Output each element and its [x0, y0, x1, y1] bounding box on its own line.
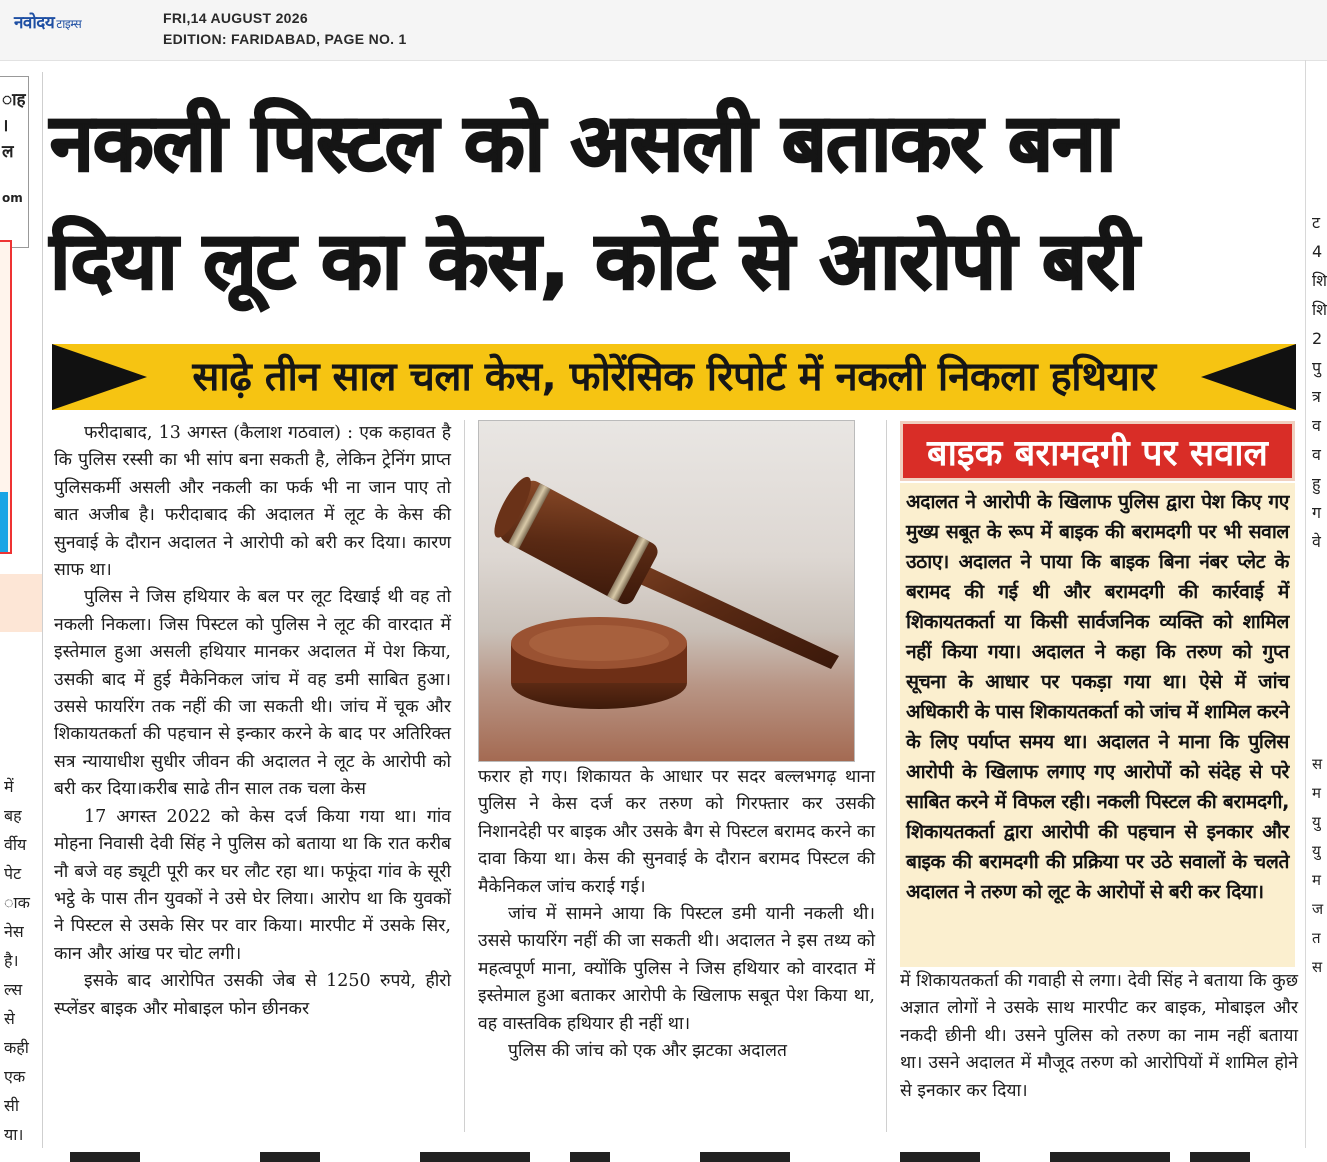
left-neighbor-peach-block [0, 574, 42, 632]
sidebar-box [900, 483, 1295, 967]
article-column-1 [54, 420, 451, 1023]
neighbor-text-fragment: है। [4, 951, 19, 970]
left-neighbor-text [4, 772, 30, 1149]
neighbor-text-fragment: ज [1312, 900, 1324, 918]
neighbor-text-fragment: सी [4, 1096, 19, 1115]
paragraph: पुलिस ने जिस हथियार के बल पर लूट दिखाई थी वह तो नकली निकला। जिस पिस्टल को पुलिस ने लूट की वारदात में इस्तेमाल हुआ असली हथियार मानकर अदालत में पेश किया, उसकी बाद में हुई मैकेनिकल जांच में वह डमी साबित हुआ। उससे फायरिंग तक नहीं की जा सकती थी। जांच में चूक और शिकायतकर्ता की पहचान से इन्कार करने के बाद पर अतिरिक्त सत्र न्यायाधीश सुधीर जीवन की अदालत ने लूट के आरोपी को बरी कर दिया।करीब साढे तीन साल तक चला केस [54, 587, 451, 800]
edition-info [163, 8, 407, 50]
neighbor-text-fragment: व [1312, 416, 1321, 435]
neighbor-text-fragment: से [4, 1009, 15, 1028]
left-box-line: ाह [2, 90, 26, 110]
left-box-tail: om [2, 191, 23, 205]
neighbor-text-fragment: त्र [1312, 387, 1321, 406]
neighbor-text-fragment: हु [1312, 474, 1321, 493]
logo-sub: टाइम्स [56, 17, 82, 31]
neighbor-text-fragment: यु [1312, 842, 1321, 860]
neighbor-text-fragment: पेट [4, 864, 22, 883]
neighbor-text-fragment: नेस [4, 922, 24, 941]
left-neighbor-article [0, 72, 43, 1162]
paragraph: पुलिस की जांच को एक और झटका अदालत [508, 1041, 787, 1062]
left-box-line: । [2, 116, 9, 136]
headline-line-2: दिया लूट का केस, कोर्ट से आरोपी बरी [50, 215, 1138, 307]
newspaper-logo [14, 10, 81, 33]
neighbor-text-fragment: पु [1312, 358, 1322, 377]
left-box-line: ल [2, 142, 14, 162]
subheadline: साढ़े तीन साल चला केस, फोरेंसिक रिपोर्ट में नकली निकला हथियार [192, 354, 1156, 400]
left-neighbor-box [0, 76, 29, 248]
neighbor-text-fragment: स [1312, 755, 1323, 773]
neighbor-text-fragment: में [4, 777, 14, 796]
neighbor-text-fragment: एक [4, 1067, 26, 1086]
neighbor-text-fragment: ट [1312, 213, 1321, 232]
paragraph: इसके बाद आरोपित उसकी जेब से 1250 रुपये, हीरो स्प्लेंडर बाइक और मोबाइल फोन छीनकर [54, 971, 451, 1019]
column-divider [886, 420, 887, 1132]
right-neighbor-text [1312, 208, 1327, 556]
neighbor-text-fragment: ग [1312, 503, 1322, 522]
paragraph: फरीदाबाद, 13 अगस्त (कैलाश गठवाल) : एक कहावत है कि पुलिस रस्सी का भी सांप बना सकती है, लेकिन ट्रेनिंग प्राप्त पुलिसकर्मी असली और नकली का फर्क भी ना जान पाए तो बात अजीब है। फरीदाबाद की अदालत में लूट के केस की सुनवाई के दौरान अदालत ने आरोपी को बरी कर दिया। कारण साफ था। [54, 423, 451, 581]
neighbor-text-fragment: ल्स [4, 980, 23, 999]
right-neighbor-text-2 [1312, 750, 1323, 982]
column-divider [464, 420, 465, 1132]
next-headline-strip [0, 1148, 1327, 1162]
newspaper-header [0, 0, 1327, 61]
neighbor-text-fragment: ाक [4, 893, 30, 912]
neighbor-text-fragment: वे [1312, 532, 1321, 551]
neighbor-text-fragment: बह [4, 806, 22, 825]
sidebar-heading: बाइक बरामदगी पर सवाल [900, 421, 1295, 481]
gavel-icon [479, 421, 854, 761]
left-neighbor-blue-block [0, 492, 8, 552]
paragraph: 17 अगस्त 2022 को केस दर्ज किया गया था। गांव मोहना निवासी देवी सिंह ने पुलिस को बताया था कि रात करीब नौ बजे वह ड्यूटी पूरी कर घर लौट रहा था। फफूंदा गांव के सूरी भट्ठे के पास तीन युवकों ने उसे घेर लिया। आरोप था कि युवकों ने पिस्टल से उसके सिर पर वार किया। मारपीट में उसके सिर, कान और आंख पर चोट लगी। [54, 806, 451, 964]
neighbor-text-fragment: शि [1312, 300, 1327, 319]
neighbor-text-fragment: शि [1312, 271, 1327, 290]
neighbor-text-fragment: र्वीय [4, 835, 27, 854]
neighbor-text-fragment: स [1312, 958, 1323, 976]
subheadline-banner [52, 344, 1296, 410]
paragraph: जांच में सामने आया कि पिस्टल डमी यानी नकली थी। उससे फायरिंग नहीं की जा सकती थी। अदालत ने इस तथ्य को महत्वपूर्ण माना, क्योंकि पुलिस ने जिस हथियार को वारदात में इस्तेमाल हुआ बताकर आरोपी के खिलाफ सबूत पेश किया था, वह वास्तविक हथियार ही नहीं था। [478, 904, 875, 1034]
neighbor-text-fragment: 4 [1312, 242, 1323, 261]
paragraph: फरार हो गए। शिकायत के आधार पर सदर बल्लभगढ़ थाना पुलिस ने केस दर्ज कर तरुण को गिरफ्तार कर उसकी निशानदेही पर बाइक और उसके बैग से पिस्टल बरामद करने का दावा किया था। केस की सुनवाई के दौरान बरामद पिस्टल की मैकेनिकल जांच कराई गई। [478, 767, 875, 897]
paragraph: में शिकायतकर्ता की गवाही से लगा। देवी सिंह ने बताया कि कुछ अज्ञात लोगों ने उसके साथ मारपीट कर बाइक, मोबाइल और नकदी छीनी थी। उसने पुलिस को तरुण का नाम नहीं बताया था। उसने अदालत में मौजूद तरुण को आरोपियों में शामिल होने से इनकार कर दिया। [900, 971, 1298, 1101]
logo-main: नवोदय [14, 13, 55, 33]
headline-line-1: नकली पिस्टल को असली बताकर बना [50, 97, 1116, 189]
neighbor-text-fragment: व [1312, 445, 1321, 464]
neighbor-text-fragment: कही [4, 1038, 29, 1057]
neighbor-text-fragment: यु [1312, 813, 1321, 831]
edition-line: EDITION: FARIDABAD, PAGE NO. 1 [163, 31, 407, 47]
neighbor-text-fragment: 2 [1312, 329, 1323, 348]
gavel-photo [478, 420, 855, 762]
date-line: FRI,14 AUGUST 2026 [163, 10, 308, 26]
neighbor-text-fragment: म [1312, 784, 1321, 802]
sidebar-text: अदालत ने आरोपी के खिलाफ पुलिस द्वारा पेश किए गए मुख्य सबूत के रूप में बाइक की बरामदगी पर भी सवाल उठाए। अदालत ने पाया कि बाइक बिना नंबर प्लेट के बरामद की गई थी और बरामदगी की कार्रवाई में शिकायतकर्ता या किसी सार्वजनिक व्यक्ति को शामिल नहीं किया गया। अदालत ने कहा कि तरुण को गुप्त सूचना के आधार पर पकड़ा गया था। ऐसे में जांच अधिकारी के पास शिकायतकर्ता को जांच में शामिल करने के लिए पर्याप्त समय था। अदालत ने माना कि पुलिस आरोपी के खिलाफ लगाए गए आरोपों को संदेह से परे साबित करने में विफल रही। नकली पिस्टल की बरामदगी, शिकायतकर्ता द्वारा आरोपी की पहचान से इनकार और बाइक की बरामदगी की प्रक्रिया पर उठे सवालों के चलते अदालत ने तरुण को लूट के आरोपों से बरी कर दिया। [906, 490, 1289, 903]
article-headline [50, 84, 1310, 320]
neighbor-text-fragment: म [1312, 871, 1321, 889]
article-column-3 [900, 968, 1298, 1105]
neighbor-text-fragment: या। [4, 1125, 24, 1144]
article-column-2 [478, 764, 875, 1065]
neighbor-text-fragment: त [1312, 929, 1321, 947]
